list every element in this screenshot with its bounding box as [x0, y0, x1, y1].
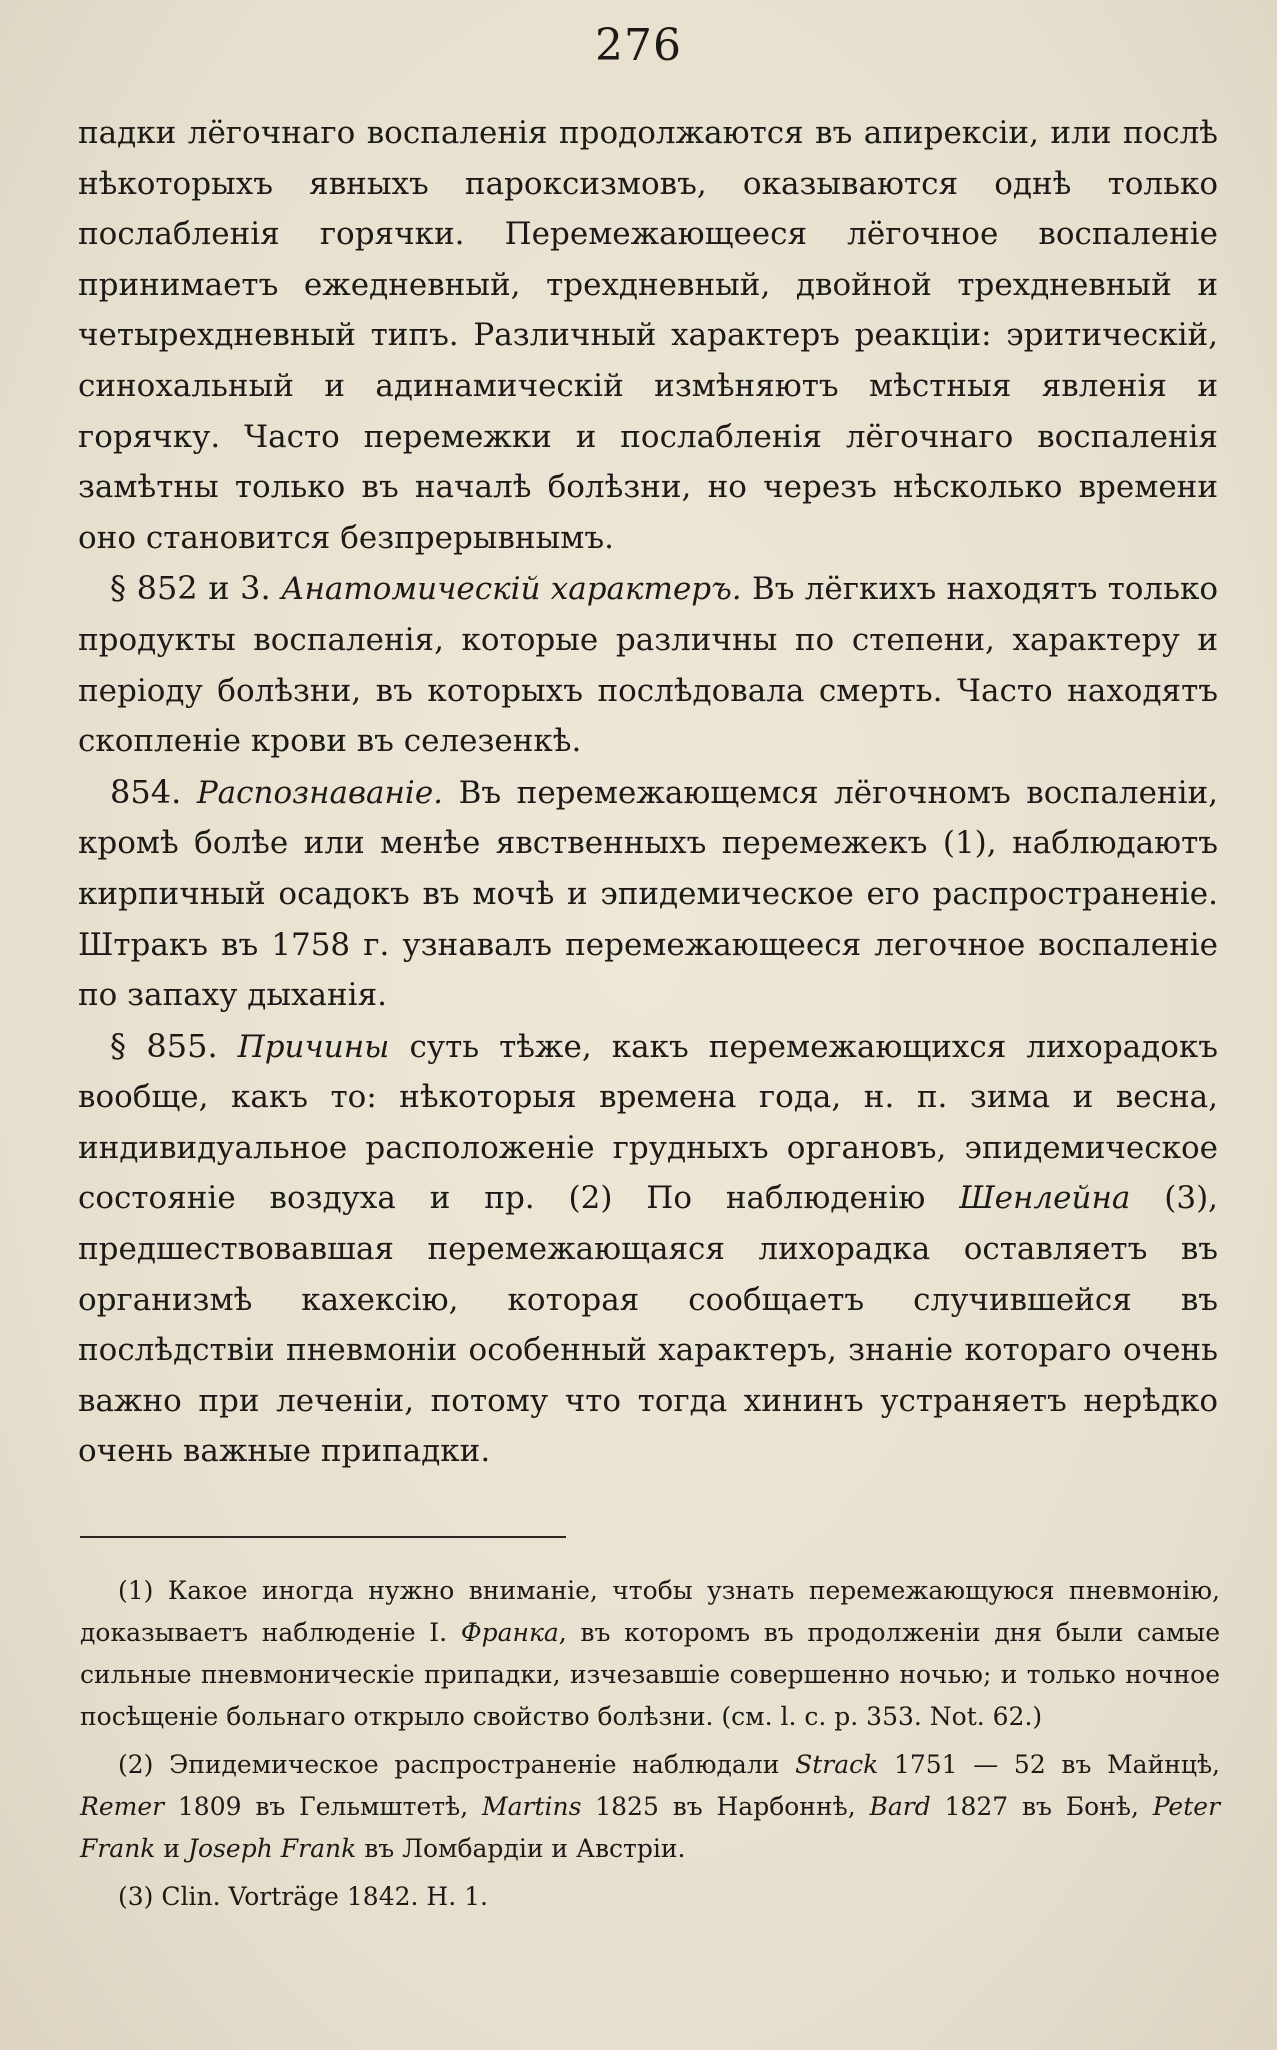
- author-name: Strack: [795, 1750, 879, 1779]
- section-heading: Анатомическій характеръ.: [280, 571, 742, 608]
- paragraph-diagnosis: [78, 767, 1218, 1021]
- author-name: Франка: [460, 1618, 559, 1647]
- author-name: Шенлейна: [959, 1180, 1131, 1217]
- author-name: Bard: [869, 1792, 931, 1821]
- paragraph-continuation: [78, 108, 1218, 563]
- footnote-text: , въ которомъ въ продолженіи дня были самые сильные пневмоническіе припадки, изчезавшіе совершенно ночью; и только ночное посѣщеніе больнаго открыло свойство болѣзни. (см. l. c. p. 353. Not. 62.): [80, 1618, 1220, 1731]
- footnote-divider: [80, 1536, 566, 1538]
- footnote-text: (1) Какое иногда нужно вниманіе, чтобы узнать перемежающуюся пневмонію, доказываетъ наблюденіе I.: [80, 1576, 1220, 1647]
- footnote-3: [80, 1876, 1220, 1918]
- paragraph-text: суть тѣже, какъ перемежающихся лихорадокъ вообще, какъ то: нѣкоторыя времена года, н. п. зима и весна, индивидуальное расположеніе грудныхъ органовъ, эпидемическое состояніе воздуха и пр. (2) По наблюденію: [78, 1028, 1219, 1217]
- footnote-1: [80, 1570, 1220, 1738]
- footnote-2: [80, 1744, 1220, 1870]
- paragraph-causes: [78, 1021, 1218, 1477]
- author-name: Remer: [80, 1792, 165, 1821]
- paragraph-text: Въ перемежающемся лёгочномъ воспаленіи, кромѣ болѣе или менѣе явственныхъ перемежекъ (1), наблюдаютъ кирпичный осадокъ въ мочѣ и эпидемическое его распространеніе. Штракъ въ 1758 г. узнавалъ перемежающееся легочное воспаленіе по запаху дыханія.: [78, 774, 1219, 1014]
- author-name: Peter Frank: [80, 1792, 1221, 1863]
- footnote-text: 1825 въ Нарбоннѣ,: [595, 1792, 856, 1821]
- author-name: Martins: [481, 1792, 582, 1821]
- footnote-text: въ Ломбардіи и Австріи.: [364, 1834, 686, 1863]
- section-heading: Причины: [237, 1028, 390, 1065]
- paragraph-text: (3), предшествовавшая перемежающаяся лихорадка оставляетъ въ организмѣ кахексію, которая сообщаетъ случившейся въ послѣдствіи пневмоніи особенный характеръ, знаніе котораго очень важно при леченіи, потому что тогда хининъ устраняетъ нерѣдко очень важные припадки.: [78, 1180, 1219, 1470]
- author-name: Joseph Frank: [188, 1834, 357, 1863]
- page-number: 276: [595, 20, 682, 71]
- footnotes: [80, 1570, 1220, 1924]
- footnote-text: 1827 въ Бонѣ,: [944, 1792, 1139, 1821]
- footnote-text: (2) Эпидемическое распространеніе наблюдали: [118, 1750, 780, 1779]
- section-heading: Распознаваніе.: [196, 774, 444, 811]
- main-text: [78, 108, 1218, 1477]
- paragraph-text: Въ лёгкихъ находятъ только продукты воспаленія, которые различны по степени, характеру и періоду болѣзни, въ которыхъ послѣдовала смерть. Часто находятъ скопленіе крови въ селезенкѣ.: [78, 571, 1219, 760]
- paragraph-anatomical: [78, 563, 1218, 766]
- footnote-text: 1809 въ Гельмштетѣ,: [177, 1792, 469, 1821]
- footnote-text: (3) Clin. Vorträge 1842. H. 1.: [118, 1882, 488, 1911]
- section-number: 854.: [110, 772, 182, 811]
- section-number: § 852 и 3.: [110, 569, 271, 608]
- footnote-text: и: [163, 1834, 181, 1863]
- paragraph-text: падки лёгочнаго воспаленія продолжаются въ апирексіи, или послѣ нѣкоторыхъ явныхъ пароксизмовъ, оказываются однѣ только послабленія горячки. Перемежающееся лёгочное воспаленіе принимаетъ ежедневный, трехдневный, двойной трехдневный и четырехдневный типъ. Различный характеръ реакціи: эритическій, синохальный и адинамическій измѣняютъ мѣстныя явленія и горячку. Часто перемежки и послабленія лёгочнаго воспаленія замѣтны только въ началѣ болѣзни, но черезъ нѣсколько времени оно становится безпрерывнымъ.: [78, 115, 1218, 556]
- section-number: § 855.: [110, 1026, 218, 1065]
- footnote-text: 1751 — 52 въ Майнцѣ,: [893, 1750, 1221, 1779]
